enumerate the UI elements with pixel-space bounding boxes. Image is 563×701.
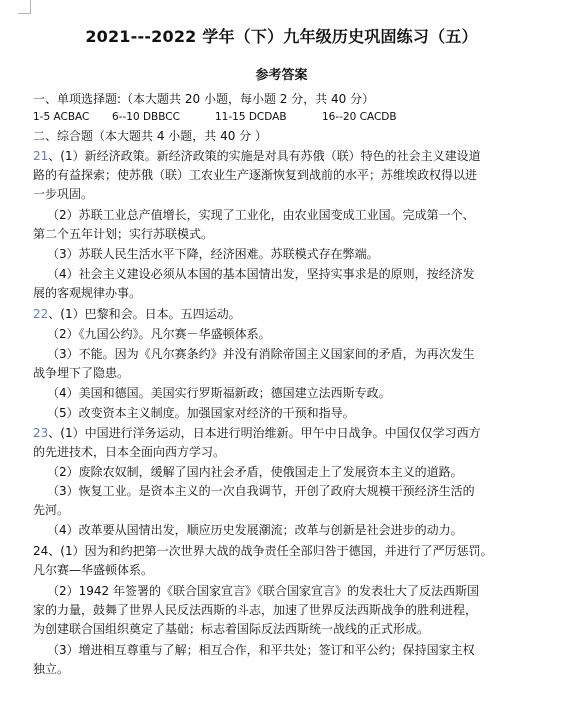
answer-line: 凡尔赛—华盛顿体系。 [33, 563, 154, 577]
answer-line: （3）增进相互尊重与了解；相互合作，和平共处；签订和平公约；保持国家主权 [47, 643, 475, 657]
answer-line: （2）《九国公约》。凡尔赛－华盛顿体系。 [47, 327, 271, 341]
mcq-answer: 11-15 DCDAB [215, 111, 287, 123]
document-title: 2021-‐-2022 学年（下）九年级历史巩固练习（五） [85, 27, 478, 46]
question-number: 22 [33, 307, 49, 321]
answer-line: 家的力量，鼓舞了世界人民反法西斯的斗志，加速了世界反法西斯战争的胜利进程， [33, 603, 478, 617]
question-number: 21 [33, 149, 49, 163]
answer-line: （2）1942 年签署的《联合国家宣言》《联合国家宣言》的发表壮大了反法西斯国 [47, 584, 479, 598]
section-heading: 二、综合题（本大题共 4 小题，共 40 分 ） [33, 129, 267, 143]
mcq-answer: 16--20 CACDB [322, 111, 397, 123]
answer-line: （2）废除农奴制，缓解了国内社会矛盾，使俄国走上了发展资本主义的道路。 [47, 465, 463, 479]
document-subtitle: 参考答案 [255, 68, 308, 83]
answer-line: （3）不能。因为《凡尔赛条约》并没有消除帝国主义国家间的矛盾，为再次发生 [47, 347, 475, 361]
page-corner-mark [30, 0, 31, 14]
mcq-answer: 1-5 ACBAC [33, 111, 90, 123]
answer-line: （3）恢复工业。是资本主义的一次自我调节，开创了政府大规模干预经济生活的 [47, 484, 475, 498]
answer-line: （2）苏联工业总产值增长，实现了工业化，由农业国变成工业国。完成第一个、 [47, 208, 475, 222]
answer-line: （3）苏联人民生活水平下降，经济困难。苏联模式存在弊端。 [47, 247, 379, 261]
answer-line: 战争埋下了隐患。 [33, 366, 130, 380]
section-heading: 一、单项选择题:（本大题共 20 小题，每小题 2 分，共 40 分） [33, 92, 375, 106]
answer-line: 22、(1）巴黎和会。日本。五四运动。 [33, 307, 241, 321]
answer-line: （4）社会主义建设必须从本国的基本国情出发，坚持实事求是的原则，按经济发 [47, 267, 475, 281]
answer-line: 路的有益探索；使苏俄（联）工农业生产逐渐恢复到战前的水平；苏维埃政权得以进 [33, 168, 478, 182]
answer-line: 展的客观规律办事。 [33, 286, 142, 300]
answer-line: 23、(1）中国进行洋务运动，日本进行明治维新。甲午中日战争。中国仅仅学习西方 [33, 426, 481, 440]
question-number: 23 [33, 426, 49, 440]
answer-line: 为创建联合国组织奠定了基础；标志着国际反法西斯统一战线的正式形成。 [33, 622, 430, 636]
mcq-answer: 6--10 DBBCC [112, 111, 180, 123]
answer-line: （4）美国和德国。美国实行罗斯福新政；德国建立法西斯专政。 [47, 386, 391, 400]
answer-line: 第二个五年计划；实行苏联模式。 [33, 227, 214, 241]
answer-line: （5）改变资本主义制度。加强国家对经济的干预和指导。 [47, 406, 355, 420]
answer-line: 21、(1）新经济政策。新经济政策的实施是对具有苏俄（联）特色的社会主义建设道 [33, 149, 481, 163]
page-corner-mark [18, 13, 31, 14]
answer-line: （4）改革要从国情出发，顺应历史发展潮流；改革与创新是社会进步的动力。 [47, 523, 463, 537]
answer-line: 的先进技术，日本全面向西方学习。 [33, 445, 226, 459]
answer-line: 24、(1）因为和约把第一次世界大战的战争责任全部归咎于德国，并进行了严厉惩罚。 [33, 544, 493, 558]
answer-line: 先河。 [33, 503, 70, 517]
answer-line: 一步巩固。 [33, 187, 94, 201]
answer-line: 独立。 [33, 662, 70, 676]
